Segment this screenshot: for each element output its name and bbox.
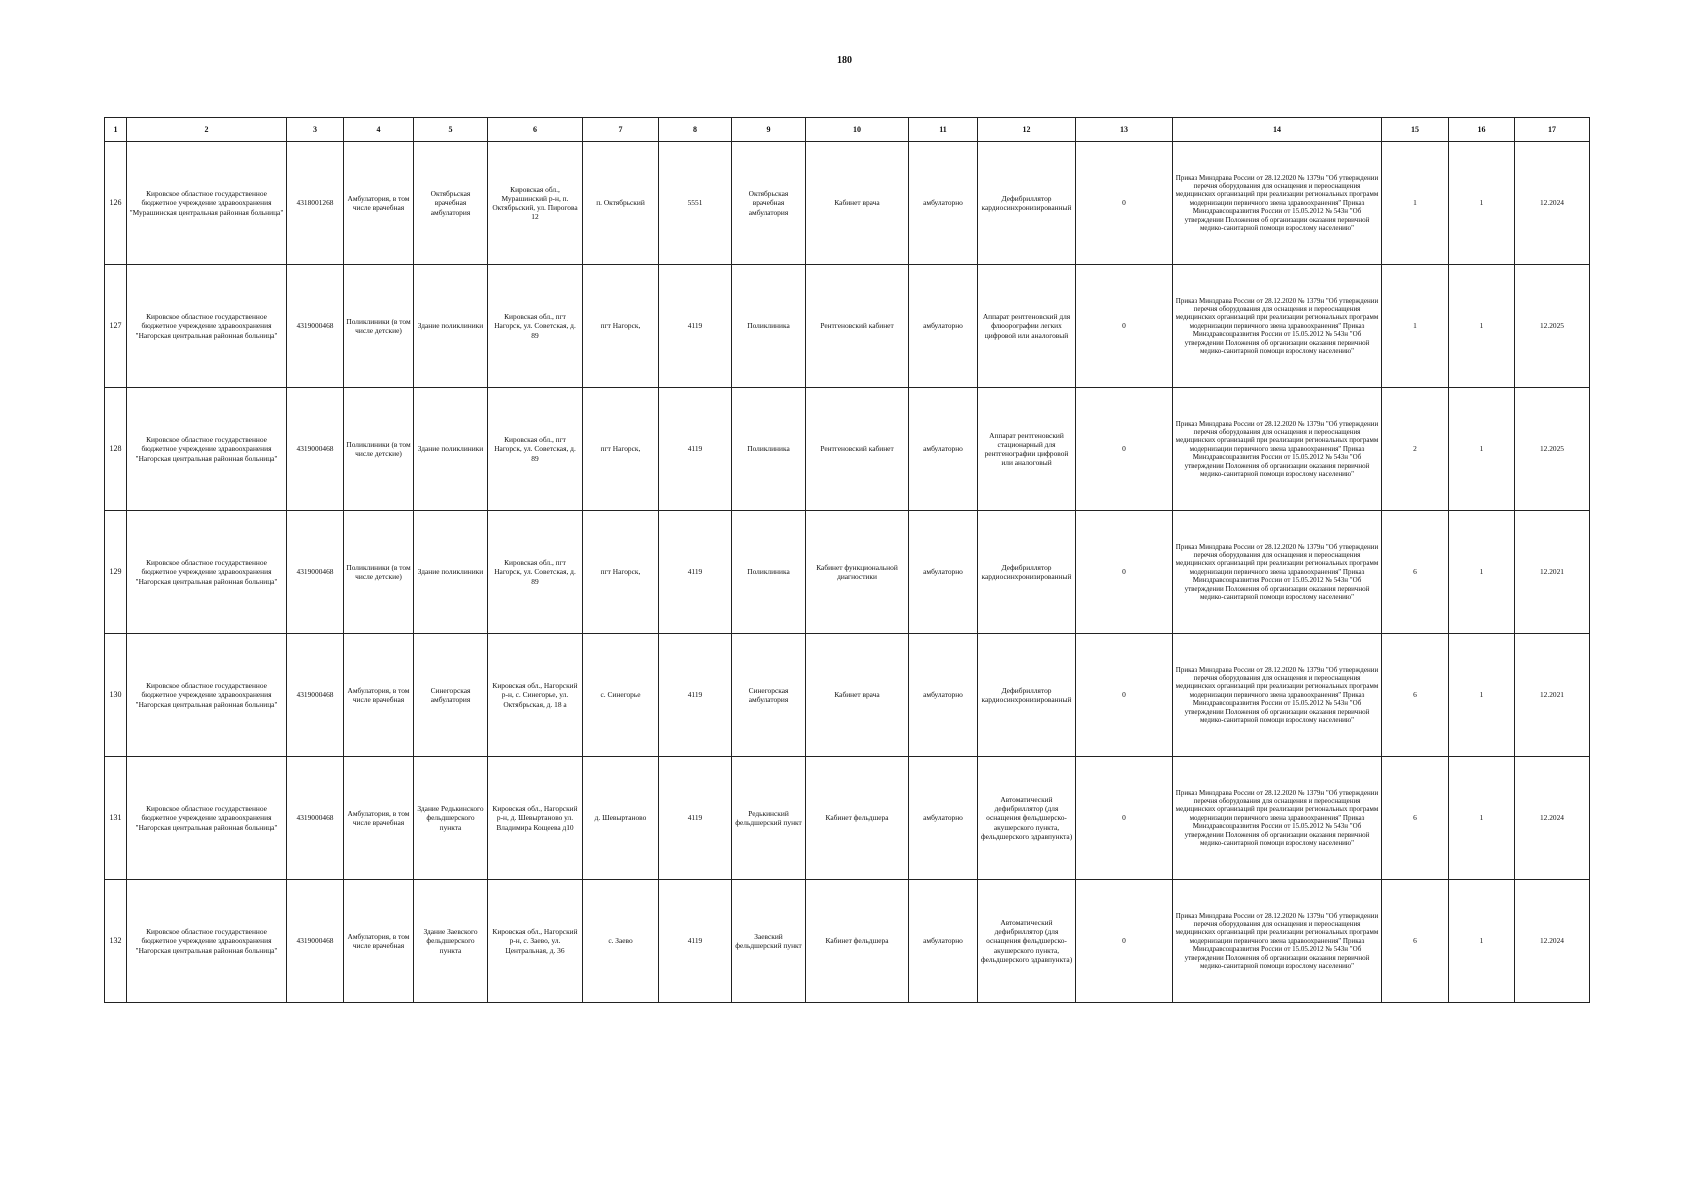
column-16-value: 1 (1449, 511, 1515, 634)
organization-name: Кировское областное государственное бюджетное учреждение здравоохранения "Нагорская центральная районная больница" (127, 388, 287, 511)
column-16-value: 1 (1449, 880, 1515, 1003)
address: Кировская обл., Нагорский р-н, с. Синегорье, ул. Октябрьская, д. 18 а (488, 634, 583, 757)
column-15-value: 1 (1382, 265, 1449, 388)
inn-code: 4319000468 (287, 511, 344, 634)
column-17-value: 12.2024 (1515, 142, 1590, 265)
table-row (105, 880, 1590, 1003)
care-mode: амбулаторно (909, 511, 978, 634)
column-header: 15 (1382, 118, 1449, 142)
row-number: 126 (105, 142, 127, 265)
inn-code: 4319000468 (287, 265, 344, 388)
page-number: 180 (837, 55, 852, 66)
column-header: 16 (1449, 118, 1515, 142)
column-header: 7 (583, 118, 659, 142)
row-number: 132 (105, 880, 127, 1003)
building-name: Здание Заевского фельдшерского пункта (414, 880, 488, 1003)
column-13-value: 0 (1076, 511, 1173, 634)
facility-type: Поликлиники (в том числе детские) (344, 511, 414, 634)
inn-code: 4319000468 (287, 388, 344, 511)
address: Кировская обл., Нагорский р-н, с. Заево, ул. Центральная, д. 36 (488, 880, 583, 1003)
care-mode: амбулаторно (909, 880, 978, 1003)
address: Кировская обл., Нагорский р-н, д. Шевыртаново ул. Владимира Кощеева д10 (488, 757, 583, 880)
table-row (105, 634, 1590, 757)
column-header: 13 (1076, 118, 1173, 142)
care-mode: амбулаторно (909, 265, 978, 388)
column-17-value: 12.2024 (1515, 757, 1590, 880)
address: Кировская обл., пгт Нагорск, ул. Советская, д. 89 (488, 511, 583, 634)
column-16-value: 1 (1449, 388, 1515, 511)
regulatory-basis: Приказ Минздрава России от 28.12.2020 № 1379н "Об утверждении перечня оборудования для оснащения и переоснащения медицинских организаций при реализации региональных программ модернизации первичного звена здравоохранения" Приказ Минздравсоцразвития России от 15.05.2012 № 543н "Об утверждении Положения об организации оказания первичной медико-санитарной помощи взрослому населению" (1173, 757, 1382, 880)
column-header: 3 (287, 118, 344, 142)
row-number: 129 (105, 511, 127, 634)
column-13-value: 0 (1076, 880, 1173, 1003)
column-header: 8 (659, 118, 732, 142)
table-row (105, 388, 1590, 511)
organization-name: Кировское областное государственное бюджетное учреждение здравоохранения "Нагорская центральная районная больница" (127, 265, 287, 388)
row-number: 127 (105, 265, 127, 388)
column-13-value: 0 (1076, 142, 1173, 265)
locality-code: 4119 (659, 265, 732, 388)
column-16-value: 1 (1449, 634, 1515, 757)
organization-name: Кировское областное государственное бюджетное учреждение здравоохранения "Нагорская центральная районная больница" (127, 757, 287, 880)
locality: пгт Нагорск, (583, 388, 659, 511)
column-17-value: 12.2025 (1515, 388, 1590, 511)
column-header: 6 (488, 118, 583, 142)
equipment-register-table (104, 117, 1590, 1003)
equipment-name: Дефибриллятор кардиосинхронизированный (978, 634, 1076, 757)
equipment-name: Автоматический дефибриллятор (для оснащения фельдшерско-акушерского пункта, фельдшерского здравпункта) (978, 880, 1076, 1003)
table-row (105, 757, 1590, 880)
locality-code: 4119 (659, 388, 732, 511)
column-17-value: 12.2021 (1515, 511, 1590, 634)
column-15-value: 1 (1382, 142, 1449, 265)
column-16-value: 1 (1449, 265, 1515, 388)
facility-type: Амбулатория, в том числе врачебная (344, 757, 414, 880)
column-header: 5 (414, 118, 488, 142)
facility-type: Амбулатория, в том числе врачебная (344, 634, 414, 757)
equipment-name: Аппарат рентгеновский для флюорографии легких цифровой или аналоговый (978, 265, 1076, 388)
facility-type: Амбулатория, в том числе врачебная (344, 880, 414, 1003)
column-13-value: 0 (1076, 634, 1173, 757)
regulatory-basis: Приказ Минздрава России от 28.12.2020 № 1379н "Об утверждении перечня оборудования для оснащения и переоснащения медицинских организаций при реализации региональных программ модернизации первичного звена здравоохранения" Приказ Минздравсоцразвития России от 15.05.2012 № 543н "Об утверждении Положения об организации оказания первичной медико-санитарной помощи взрослому населению" (1173, 634, 1382, 757)
column-15-value: 6 (1382, 634, 1449, 757)
department: Редькинский фельдшерский пункт (732, 757, 806, 880)
room-name: Рентгеновский кабинет (806, 388, 909, 511)
department: Поликлиника (732, 265, 806, 388)
building-name: Октябрьская врачебная амбулатория (414, 142, 488, 265)
column-15-value: 6 (1382, 880, 1449, 1003)
regulatory-basis: Приказ Минздрава России от 28.12.2020 № 1379н "Об утверждении перечня оборудования для оснащения и переоснащения медицинских организаций при реализации региональных программ модернизации первичного звена здравоохранения" Приказ Минздравсоцразвития России от 15.05.2012 № 543н "Об утверждении Положения об организации оказания первичной медико-санитарной помощи взрослому населению" (1173, 388, 1382, 511)
column-15-value: 6 (1382, 511, 1449, 634)
locality: п. Октябрьский (583, 142, 659, 265)
locality-code: 4119 (659, 757, 732, 880)
room-name: Кабинет фельдшера (806, 757, 909, 880)
department: Октябрьская врачебная амбулатория (732, 142, 806, 265)
locality-code: 4119 (659, 880, 732, 1003)
table-row (105, 265, 1590, 388)
building-name: Здание поликлиники (414, 265, 488, 388)
table-row (105, 142, 1590, 265)
equipment-name: Аппарат рентгеновский стационарный для рентгенографии цифровой или аналоговый (978, 388, 1076, 511)
row-number: 128 (105, 388, 127, 511)
locality: пгт Нагорск, (583, 511, 659, 634)
row-number: 130 (105, 634, 127, 757)
regulatory-basis: Приказ Минздрава России от 28.12.2020 № 1379н "Об утверждении перечня оборудования для оснащения и переоснащения медицинских организаций при реализации региональных программ модернизации первичного звена здравоохранения" Приказ Минздравсоцразвития России от 15.05.2012 № 543н "Об утверждении Положения об организации оказания первичной медико-санитарной помощи взрослому населению" (1173, 142, 1382, 265)
inn-code: 4319000468 (287, 880, 344, 1003)
column-13-value: 0 (1076, 388, 1173, 511)
regulatory-basis: Приказ Минздрава России от 28.12.2020 № 1379н "Об утверждении перечня оборудования для оснащения и переоснащения медицинских организаций при реализации региональных программ модернизации первичного звена здравоохранения" Приказ Минздравсоцразвития России от 15.05.2012 № 543н "Об утверждении Положения об организации оказания первичной медико-санитарной помощи взрослому населению" (1173, 511, 1382, 634)
regulatory-basis: Приказ Минздрава России от 28.12.2020 № 1379н "Об утверждении перечня оборудования для оснащения и переоснащения медицинских организаций при реализации региональных программ модернизации первичного звена здравоохранения" Приказ Минздравсоцразвития России от 15.05.2012 № 543н "Об утверждении Положения об организации оказания первичной медико-санитарной помощи взрослому населению" (1173, 265, 1382, 388)
department: Поликлиника (732, 511, 806, 634)
equipment-name: Дефибриллятор кардиосинхронизированный (978, 511, 1076, 634)
column-header: 17 (1515, 118, 1590, 142)
room-name: Кабинет фельдшера (806, 880, 909, 1003)
facility-type: Амбулатория, в том числе врачебная (344, 142, 414, 265)
care-mode: амбулаторно (909, 634, 978, 757)
locality-code: 4119 (659, 511, 732, 634)
address: Кировская обл., пгт Нагорск, ул. Советская, д. 89 (488, 265, 583, 388)
building-name: Синегорская амбулатория (414, 634, 488, 757)
building-name: Здание поликлиники (414, 511, 488, 634)
column-header: 2 (127, 118, 287, 142)
address: Кировская обл., пгт Нагорск, ул. Советская, д. 89 (488, 388, 583, 511)
column-header: 9 (732, 118, 806, 142)
column-13-value: 0 (1076, 757, 1173, 880)
facility-type: Поликлиники (в том числе детские) (344, 265, 414, 388)
header-row (105, 118, 1590, 142)
column-17-value: 12.2025 (1515, 265, 1590, 388)
organization-name: Кировское областное государственное бюджетное учреждение здравоохранения "Нагорская центральная районная больница" (127, 880, 287, 1003)
locality-code: 4119 (659, 634, 732, 757)
column-17-value: 12.2021 (1515, 634, 1590, 757)
room-name: Кабинет врача (806, 142, 909, 265)
inn-code: 4318001268 (287, 142, 344, 265)
organization-name: Кировское областное государственное бюджетное учреждение здравоохранения "Мурашинская центральная районная больница" (127, 142, 287, 265)
room-name: Рентгеновский кабинет (806, 265, 909, 388)
equipment-name: Автоматический дефибриллятор (для оснащения фельдшерско-акушерского пункта, фельдшерского здравпункта) (978, 757, 1076, 880)
column-15-value: 2 (1382, 388, 1449, 511)
column-13-value: 0 (1076, 265, 1173, 388)
locality: с. Синегорье (583, 634, 659, 757)
locality: с. Заево (583, 880, 659, 1003)
locality-code: 5551 (659, 142, 732, 265)
equipment-name: Дефибриллятор кардиосинхронизированный (978, 142, 1076, 265)
department: Поликлиника (732, 388, 806, 511)
locality: д. Шевыртаново (583, 757, 659, 880)
regulatory-basis: Приказ Минздрава России от 28.12.2020 № 1379н "Об утверждении перечня оборудования для оснащения и переоснащения медицинских организаций при реализации региональных программ модернизации первичного звена здравоохранения" Приказ Минздравсоцразвития России от 15.05.2012 № 543н "Об утверждении Положения об организации оказания первичной медико-санитарной помощи взрослому населению" (1173, 880, 1382, 1003)
care-mode: амбулаторно (909, 142, 978, 265)
organization-name: Кировское областное государственное бюджетное учреждение здравоохранения "Нагорская центральная районная больница" (127, 634, 287, 757)
address: Кировская обл., Мурашинский р-н, п. Октябрьский, ул. Пирогова 12 (488, 142, 583, 265)
column-16-value: 1 (1449, 142, 1515, 265)
care-mode: амбулаторно (909, 388, 978, 511)
row-number: 131 (105, 757, 127, 880)
care-mode: амбулаторно (909, 757, 978, 880)
building-name: Здание поликлиники (414, 388, 488, 511)
column-header: 11 (909, 118, 978, 142)
column-header: 14 (1173, 118, 1382, 142)
room-name: Кабинет функциональной диагностики (806, 511, 909, 634)
building-name: Здание Редькинского фельдшерского пункта (414, 757, 488, 880)
column-17-value: 12.2024 (1515, 880, 1590, 1003)
room-name: Кабинет врача (806, 634, 909, 757)
department: Заевский фельдшерский пункт (732, 880, 806, 1003)
column-header: 1 (105, 118, 127, 142)
column-header: 4 (344, 118, 414, 142)
inn-code: 4319000468 (287, 634, 344, 757)
locality: пгт Нагорск, (583, 265, 659, 388)
column-15-value: 6 (1382, 757, 1449, 880)
inn-code: 4319000468 (287, 757, 344, 880)
department: Синегорская амбулатория (732, 634, 806, 757)
column-header: 10 (806, 118, 909, 142)
column-header: 12 (978, 118, 1076, 142)
organization-name: Кировское областное государственное бюджетное учреждение здравоохранения "Нагорская центральная районная больница" (127, 511, 287, 634)
table-row (105, 511, 1590, 634)
facility-type: Поликлиники (в том числе детские) (344, 388, 414, 511)
column-16-value: 1 (1449, 757, 1515, 880)
